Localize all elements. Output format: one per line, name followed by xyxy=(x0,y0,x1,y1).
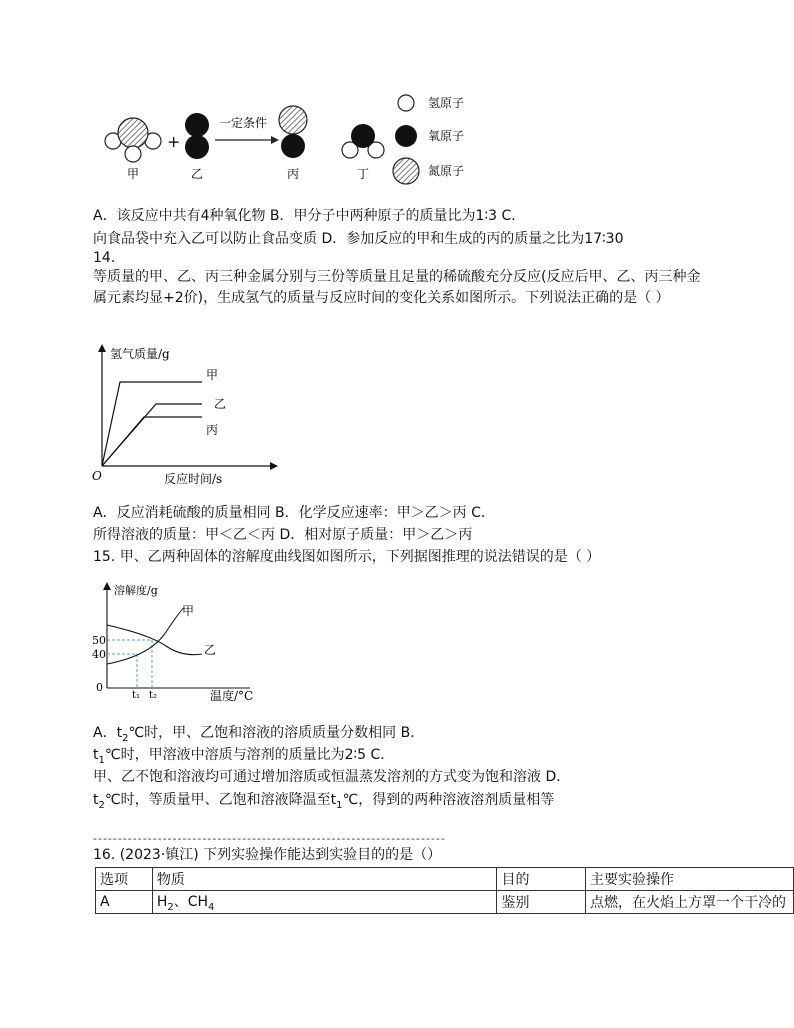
ytick-50: 50 xyxy=(92,634,106,647)
cell-operation: 点燃，在火焰上方罩一个干冷的 xyxy=(586,891,794,914)
q13-options-line2: 向食品袋中充入乙可以防止食品变质 D．参加反应的甲和生成的丙的质量之比为17∶30 xyxy=(93,231,624,247)
legend-nitrogen: 氮原子 xyxy=(428,164,465,178)
series-yi-label: 乙 xyxy=(214,397,227,411)
guide-lines xyxy=(107,640,152,688)
cell-option: A xyxy=(96,891,153,914)
hydrogen-graph xyxy=(90,342,290,487)
q15-option-d-c: ℃，得到的两种溶液溶剂质量相等 xyxy=(342,792,555,808)
q15-option-d-b-sub: 1 xyxy=(336,799,343,811)
hydrogen-graph-origin: O xyxy=(92,469,102,483)
molecule-bing xyxy=(279,106,307,158)
q14-options-line1: A．反应消耗硫酸的质量相同 B．化学反应速率：甲＞乙＞丙 C． xyxy=(93,505,495,521)
molecule-jia xyxy=(105,118,161,162)
legend-oxygen: 氧原子 xyxy=(428,129,465,143)
q16-stem: 16. (2023·镇江) 下列实验操作能达到实验目的的是（） xyxy=(93,847,442,863)
q15-option-b-post: ℃时，甲溶液中溶质与溶剂的质量比为2∶5 C． xyxy=(104,747,395,763)
series-bing-line xyxy=(102,417,202,466)
q15-option-b xyxy=(93,746,394,770)
xtick-t2: t₂ xyxy=(149,690,158,701)
q15-option-a-post: ℃时，甲、乙饱和溶液的溶质质量分数相同 B． xyxy=(128,725,425,741)
series-jia-line xyxy=(102,382,202,466)
header-purpose: 目的 xyxy=(497,868,586,891)
q15-option-d-b: ℃时，等质量甲、乙饱和溶液降温至t xyxy=(104,792,337,808)
header-operation: 主要实验操作 xyxy=(586,868,794,891)
label-ding: 丁 xyxy=(357,167,370,181)
xtick-t1: t₁ xyxy=(132,690,141,701)
legend-hydrogen: 氢原子 xyxy=(428,96,465,110)
reaction-arrow xyxy=(215,136,279,144)
label-bing: 丙 xyxy=(287,167,300,181)
substance-a: H xyxy=(156,894,168,911)
label-yi: 乙 xyxy=(191,167,204,181)
q15-option-a-sub: 2 xyxy=(122,732,129,744)
q13-options-line1: A．该反应中共有4种氧化物 B．甲分子中两种原子的质量比为1∶3 C． xyxy=(93,208,526,224)
q15-option-c: 甲、乙不饱和溶液均可通过增加溶质或恒温蒸发溶剂的方式变为饱和溶液 D． xyxy=(93,769,571,785)
reaction-diagram xyxy=(95,88,495,188)
q15-option-d-a: t xyxy=(93,792,99,808)
solubility-graph xyxy=(90,580,270,705)
solubility-graph-origin: 0 xyxy=(96,681,103,694)
plus-sign: + xyxy=(167,132,181,151)
cell-purpose: 鉴别 xyxy=(497,891,586,914)
q15-option-d-a-sub: 2 xyxy=(98,799,105,811)
legend-oxygen-symbol xyxy=(395,125,417,147)
series-yi-line xyxy=(102,404,202,466)
q14-stem: 等质量的甲、乙、丙三种金属分别与三份等质量且足量的稀硫酸充分反应(反应后甲、乙、丙三种金属元素均显+2价)，生成氢气的质量与反应时间的变化关系如图所示。下列说法正确的是（ ） xyxy=(93,269,701,306)
substance-a-sub: 2 xyxy=(167,901,174,913)
cell-substance xyxy=(152,891,497,914)
header-substance: 物质 xyxy=(152,868,497,891)
solubility-graph-xlabel: 温度/°C xyxy=(210,689,254,703)
reaction-condition: 一定条件 xyxy=(219,116,268,130)
molecule-ding xyxy=(342,124,384,158)
q15-option-b-pre: t xyxy=(93,747,99,763)
separator: ----------------------------------------------------------------------- xyxy=(93,832,446,845)
curve-yi xyxy=(107,625,202,655)
q15-option-b-sub: 1 xyxy=(98,754,105,766)
hydrogen-graph-xlabel: 反应时间/s xyxy=(164,472,223,486)
q15-option-a xyxy=(93,724,424,748)
table-row xyxy=(96,891,794,914)
series-jia-label: 甲 xyxy=(206,368,219,382)
solubility-graph-ylabel: 溶解度/g xyxy=(114,584,158,597)
legend-hydrogen-symbol xyxy=(398,95,414,111)
q15-stem: 15. 甲、乙两种固体的溶解度曲线图如图所示，下列据图推理的说法错误的是（ ） xyxy=(93,549,601,565)
q15-option-d xyxy=(93,791,554,815)
q16-table xyxy=(95,867,794,914)
header-option: 选项 xyxy=(96,868,153,891)
hydrogen-graph-ylabel: 氢气质量/g xyxy=(110,347,170,361)
label-jia: 甲 xyxy=(127,167,140,181)
curve-yi-label: 乙 xyxy=(204,643,217,657)
substance-b: 、CH xyxy=(173,894,209,911)
curve-jia-label: 甲 xyxy=(182,604,195,618)
q15-option-a-pre: A．t xyxy=(93,725,123,741)
series-bing-label: 丙 xyxy=(206,423,219,437)
table-header-row xyxy=(96,868,794,891)
q14-number: 14. xyxy=(93,250,116,266)
legend-nitrogen-symbol xyxy=(393,158,419,184)
molecule-yi xyxy=(185,113,209,159)
q14-options-line2: 所得溶液的质量：甲＜乙＜丙 D．相对原子质量：甲＞乙＞丙 xyxy=(93,527,473,543)
substance-b-sub: 4 xyxy=(208,901,215,913)
ytick-40: 40 xyxy=(92,648,106,661)
